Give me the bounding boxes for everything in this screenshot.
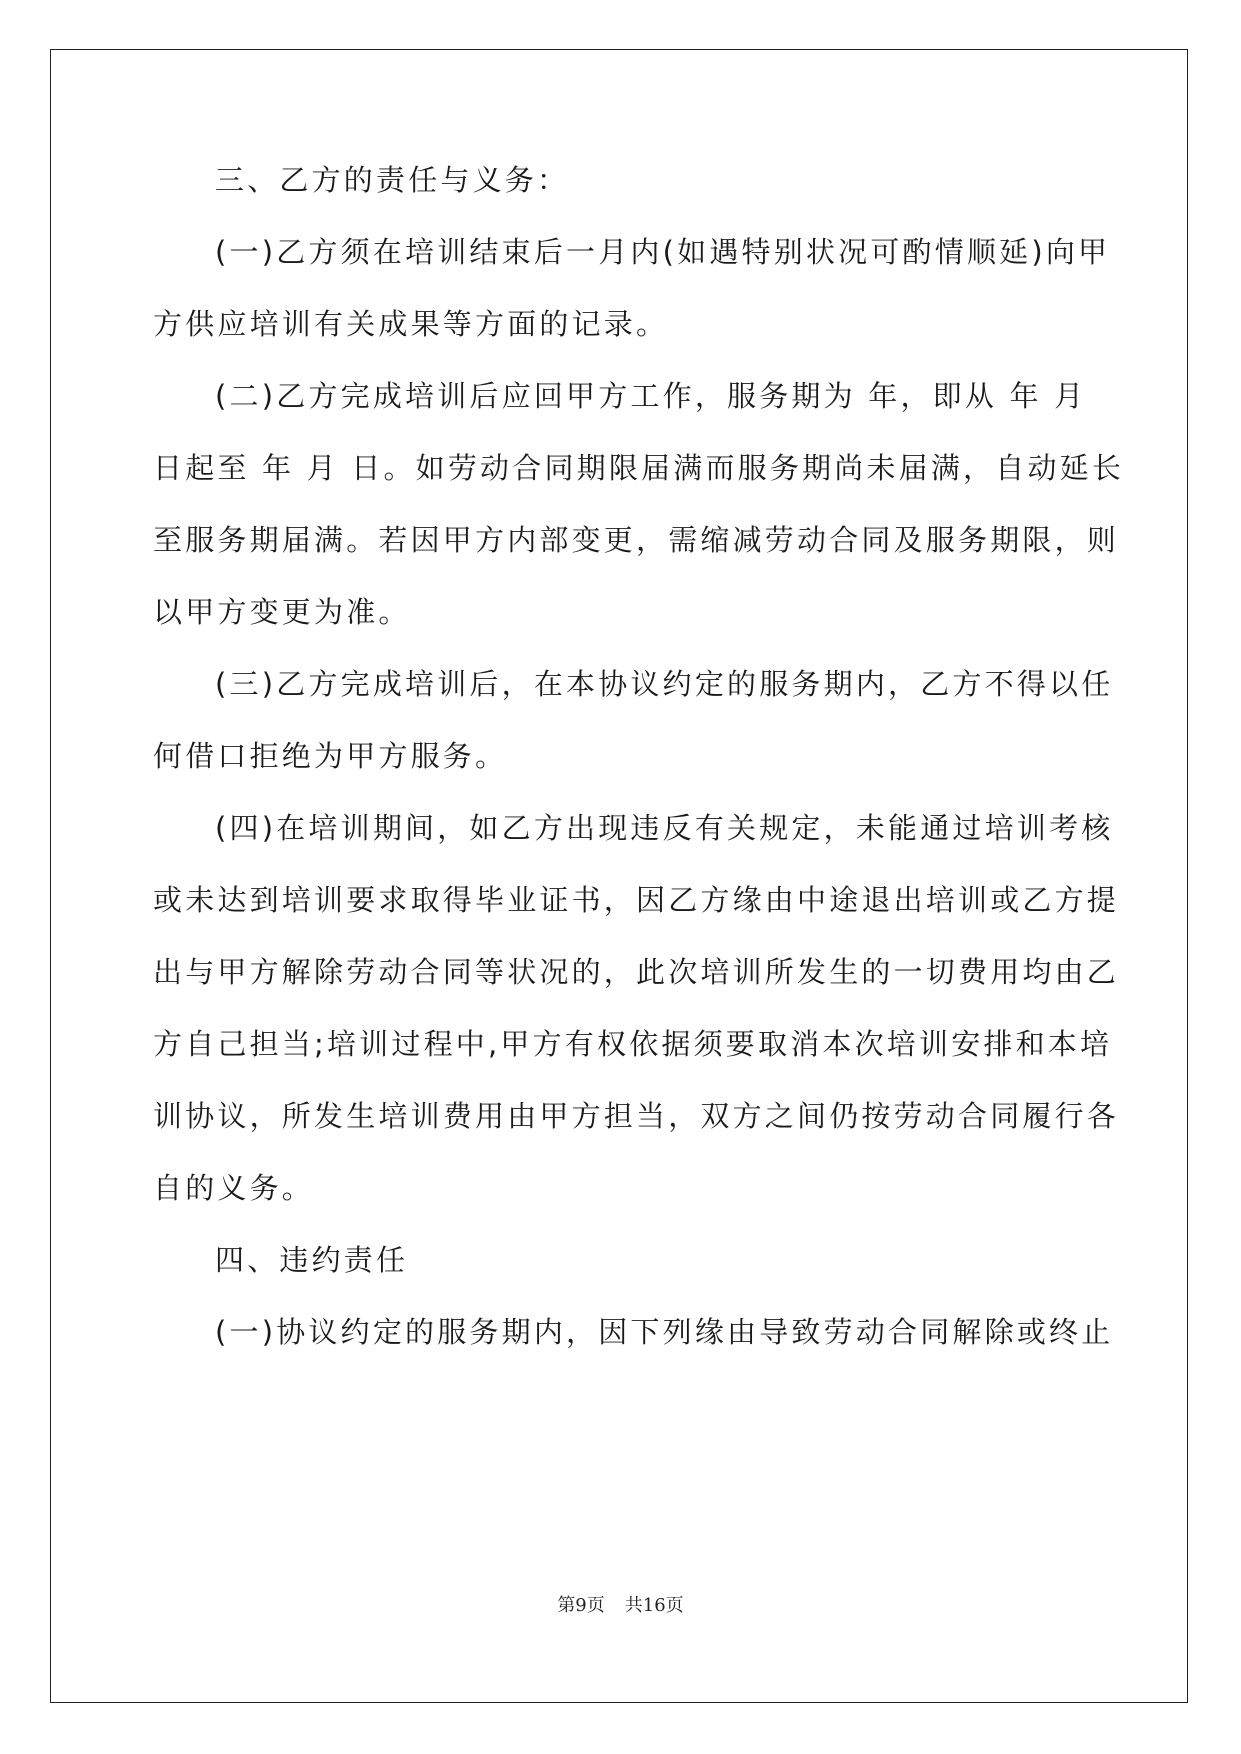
paragraph-line: 至服务期届满。若因甲方内部变更，需缩减劳动合同及服务期限，则 <box>153 523 1120 557</box>
section-heading-4: 四、违约责任 <box>215 1243 409 1277</box>
paragraph-line: (二)乙方完成培训后应回甲方工作，服务期为 年，即从 年 月 <box>215 379 1087 413</box>
paragraph-line: 或未达到培训要求取得毕业证书，因乙方缘由中途退出培训或乙方提 <box>153 883 1120 917</box>
page-number: 第9页 <box>557 1595 605 1616</box>
paragraph-line: (一)乙方须在培训结束后一月内(如遇特别状况可酌情顺延)向甲 <box>215 235 1111 269</box>
paragraph-line: (四)在培训期间，如乙方出现违反有关规定，未能通过培训考核 <box>215 811 1114 845</box>
paragraph-line: 自的义务。 <box>153 1171 315 1205</box>
paragraph-line: 方自己担当;培训过程中,甲方有权依据须要取消本次培训安排和本培 <box>153 1027 1113 1061</box>
paragraph-line: 以甲方变更为准。 <box>153 595 411 629</box>
page-footer <box>0 1594 1241 1618</box>
paragraph-line: 训协议，所发生培训费用由甲方担当，双方之间仍按劳动合同履行各 <box>153 1099 1120 1133</box>
page-border <box>50 49 1188 1703</box>
page-total: 共16页 <box>624 1595 684 1616</box>
section-heading-3: 三、乙方的责任与义务： <box>215 163 570 197</box>
paragraph-line: 出与甲方解除劳动合同等状况的，此次培训所发生的一切费用均由乙 <box>153 955 1120 989</box>
paragraph-line: (一)协议约定的服务期内，因下列缘由导致劳动合同解除或终止 <box>215 1315 1114 1349</box>
paragraph-line: 方供应培训有关成果等方面的记录。 <box>153 307 669 341</box>
paragraph-line: (三)乙方完成培训后，在本协议约定的服务期内，乙方不得以任 <box>215 667 1114 701</box>
paragraph-line: 日起至 年 月 日。如劳动合同期限届满而服务期尚未届满，自动延长 <box>153 451 1125 485</box>
paragraph-line: 何借口拒绝为甲方服务。 <box>153 739 508 773</box>
